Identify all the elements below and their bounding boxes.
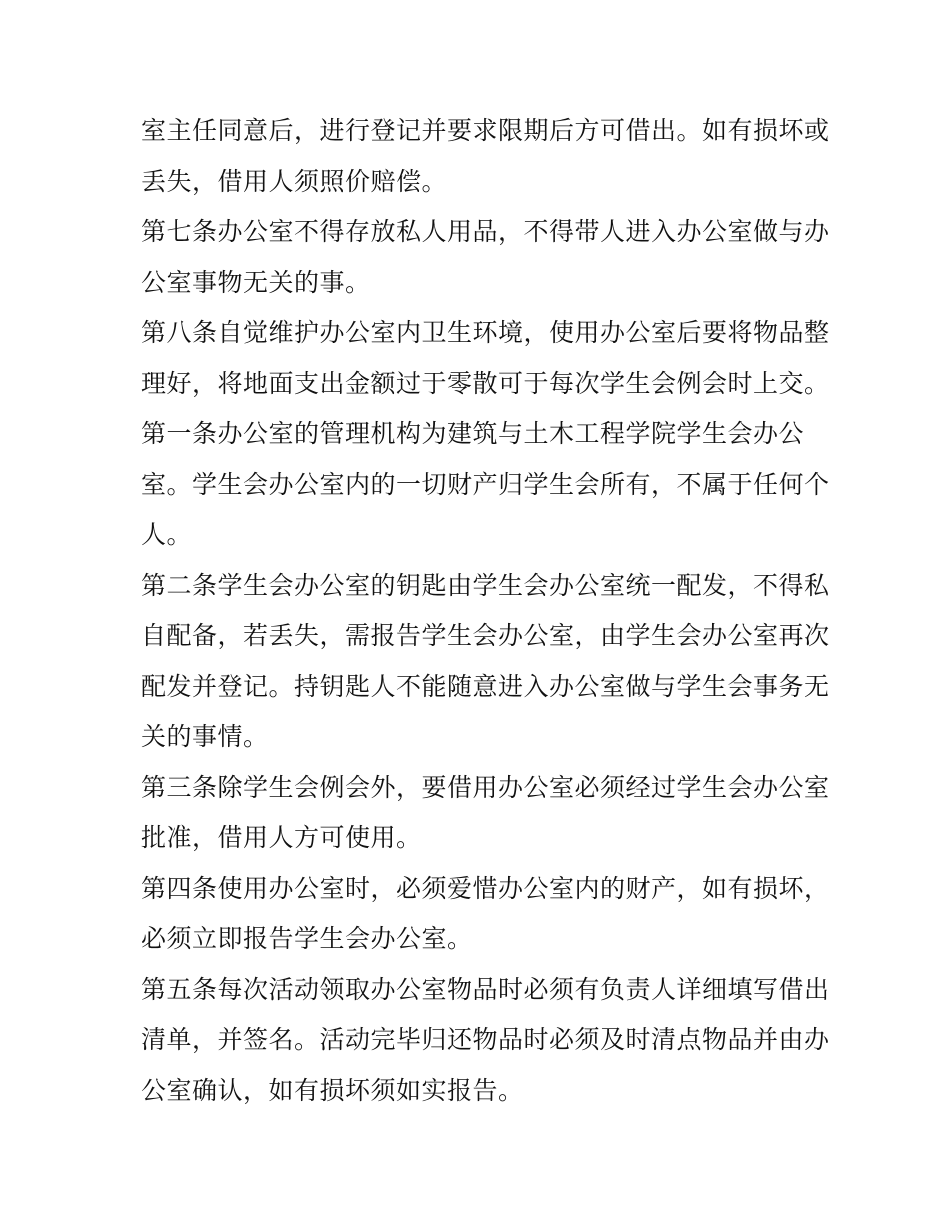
text-line: 关的事情。 bbox=[141, 722, 269, 751]
text-line: 第四条使用办公室时，必须爱惜办公室内的财产，如有损坏， bbox=[141, 873, 830, 903]
text-line: 第二条学生会办公室的钥匙由学生会办公室统一配发，不得私 bbox=[141, 570, 830, 600]
text-line: 理好，将地面支出金额过于零散可于每次学生会例会时上交。 bbox=[141, 368, 830, 398]
text-line: 自配备，若丢失，需报告学生会办公室，由学生会办公室再次 bbox=[141, 621, 830, 650]
text-line: 第五条每次活动领取办公室物品时必须有负责人详细填写借出 bbox=[141, 974, 830, 1004]
text-line: 第三条除学生会例会外，要借用办公室必须经过学生会办公室 bbox=[141, 772, 830, 802]
paragraph-article-8 bbox=[141, 308, 830, 409]
text-line: 第一条办公室的管理机构为建筑与土木工程学院学生会办公 bbox=[141, 419, 805, 448]
text-line: 公室确认，如有损坏须如实报告。 bbox=[141, 1075, 524, 1105]
text-line: 第七条办公室不得存放私人用品，不得带人进入办公室做与办 bbox=[141, 217, 830, 246]
paragraph-article-3 bbox=[141, 763, 830, 864]
text-line: 配发并登记。持钥匙人不能随意进入办公室做与学生会事务无 bbox=[141, 671, 830, 701]
paragraph-article-1 bbox=[141, 409, 830, 561]
paragraph-article-7 bbox=[141, 207, 830, 308]
text-line: 清单，并签名。活动完毕归还物品时必须及时清点物品并由办 bbox=[141, 1025, 830, 1054]
paragraph-article-5 bbox=[141, 965, 830, 1117]
paragraph-article-2 bbox=[141, 561, 830, 763]
text-line: 第八条自觉维护办公室内卫生环境，使用办公室后要将物品整 bbox=[141, 318, 830, 347]
text-line: 丢失，借用人须照价赔偿。 bbox=[141, 166, 448, 196]
paragraph-continuation bbox=[141, 106, 830, 207]
text-line: 公室事物无关的事。 bbox=[141, 267, 371, 297]
text-line: 室主任同意后，进行登记并要求限期后方可借出。如有损坏或 bbox=[141, 116, 830, 145]
paragraph-article-4 bbox=[141, 864, 830, 965]
text-line: 必须立即报告学生会办公室。 bbox=[141, 924, 473, 953]
text-line: 室。学生会办公室内的一切财产归学生会所有，不属于任何个 bbox=[141, 469, 830, 499]
document-body bbox=[141, 106, 830, 1116]
text-line: 人。 bbox=[141, 520, 193, 549]
text-line: 批准，借用人方可使用。 bbox=[141, 823, 422, 852]
